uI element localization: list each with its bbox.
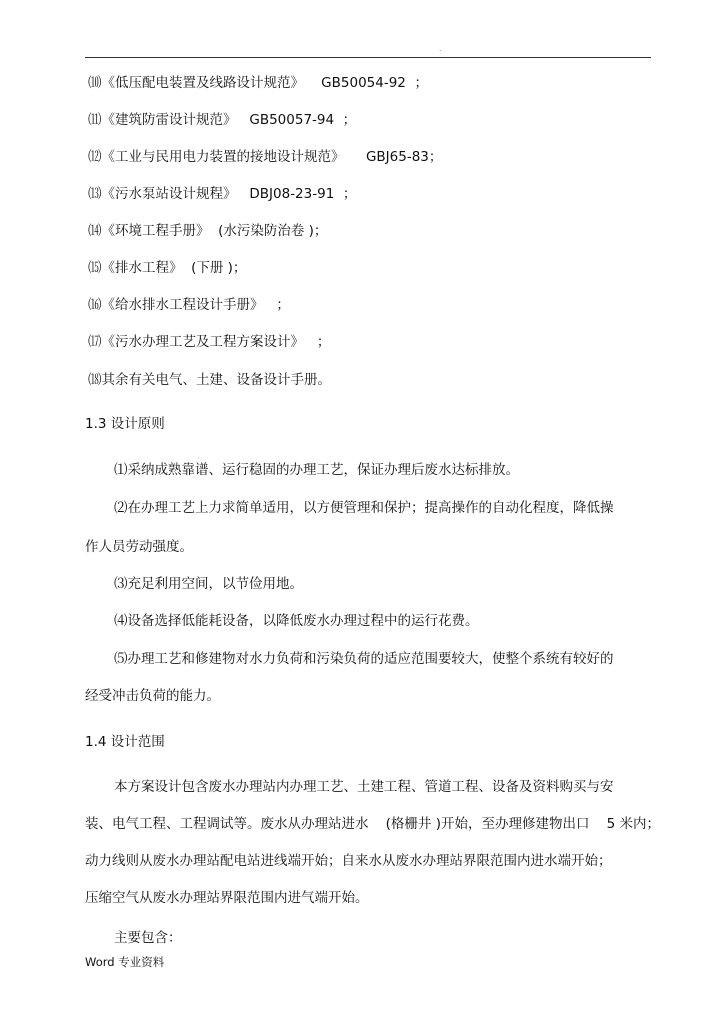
principle-item-5-continued: 经受冲击负荷的能力。 — [85, 688, 220, 704]
main-contents-label: 主要包含： — [114, 930, 182, 946]
principle-item-2: ⑵在办理工艺上力求简单适用，以方便管理和保护；提高操作的自动化程度，降低操 — [114, 500, 614, 516]
reference-item-12: ⑿《工业与民用电力装置的接地设计规范》 GBJ65-83； — [88, 149, 443, 165]
reference-item-16: ⒃《给水排水工程设计手册》 ； — [88, 297, 290, 313]
reference-item-15: ⒂《排水工程》 (下册 )； — [88, 260, 247, 276]
scope-paragraph-line-3: 动力线则从废水办理站配电站进线端开始；自来水从废水办理站界限范围内进水端开始； — [85, 853, 612, 869]
reference-item-18: ⒅其余有关电气、土建、设备设计手册。 — [88, 372, 331, 388]
scope-paragraph-line-1: 本方案设计包含废水办理站内办理工艺、土建工程、管道工程、设备及资料购买与安 — [114, 779, 614, 795]
scope-paragraph-line-2: 装、电气工程、工程调试等。废水从办理站进水 (格栅井 )开始，至办理修建物出口 5 米内； — [85, 816, 661, 832]
section-heading-1-4: 1.4 设计范围 — [85, 734, 165, 750]
scope-paragraph-line-4: 压缩空气从废水办理站界限范围内进气端开始。 — [85, 890, 369, 906]
principle-item-2-continued: 作人员劳动强度。 — [85, 539, 193, 555]
principle-item-5: ⑸办理工艺和修建物对水力负荷和污染负荷的适应范围要较大，使整个系统有较好的 — [114, 651, 614, 667]
principle-item-1: ⑴采纳成熟靠谱、运行稳固的办理工艺，保证办理后废水达标排放。 — [114, 462, 519, 478]
header-rule — [85, 57, 651, 58]
reference-item-14: ⒁《环境工程手册》 (水污染防治卷 )； — [88, 223, 328, 239]
reference-item-11: ⑾《建筑防雷设计规范》 GB50057-94 ； — [88, 112, 357, 128]
reference-item-17: ⒄《污水办理工艺及工程方案设计》 ； — [88, 334, 331, 350]
reference-item-13: ⒀《污水泵站设计规程》 DBJ08-23-91 ； — [88, 186, 357, 202]
principle-item-4: ⑷设备选择低能耗设备，以降低废水办理过程中的运行花费。 — [114, 613, 479, 629]
footer-label: Word 专业资料 — [85, 955, 165, 969]
section-heading-1-3: 1.3 设计原则 — [85, 416, 165, 432]
principle-item-3: ⑶充足利用空间，以节俭用地。 — [114, 576, 303, 592]
header-dot: . — [439, 44, 442, 53]
reference-item-10: ⑽《低压配电装置及线路设计规范》 GB50054-92 ； — [88, 75, 428, 91]
